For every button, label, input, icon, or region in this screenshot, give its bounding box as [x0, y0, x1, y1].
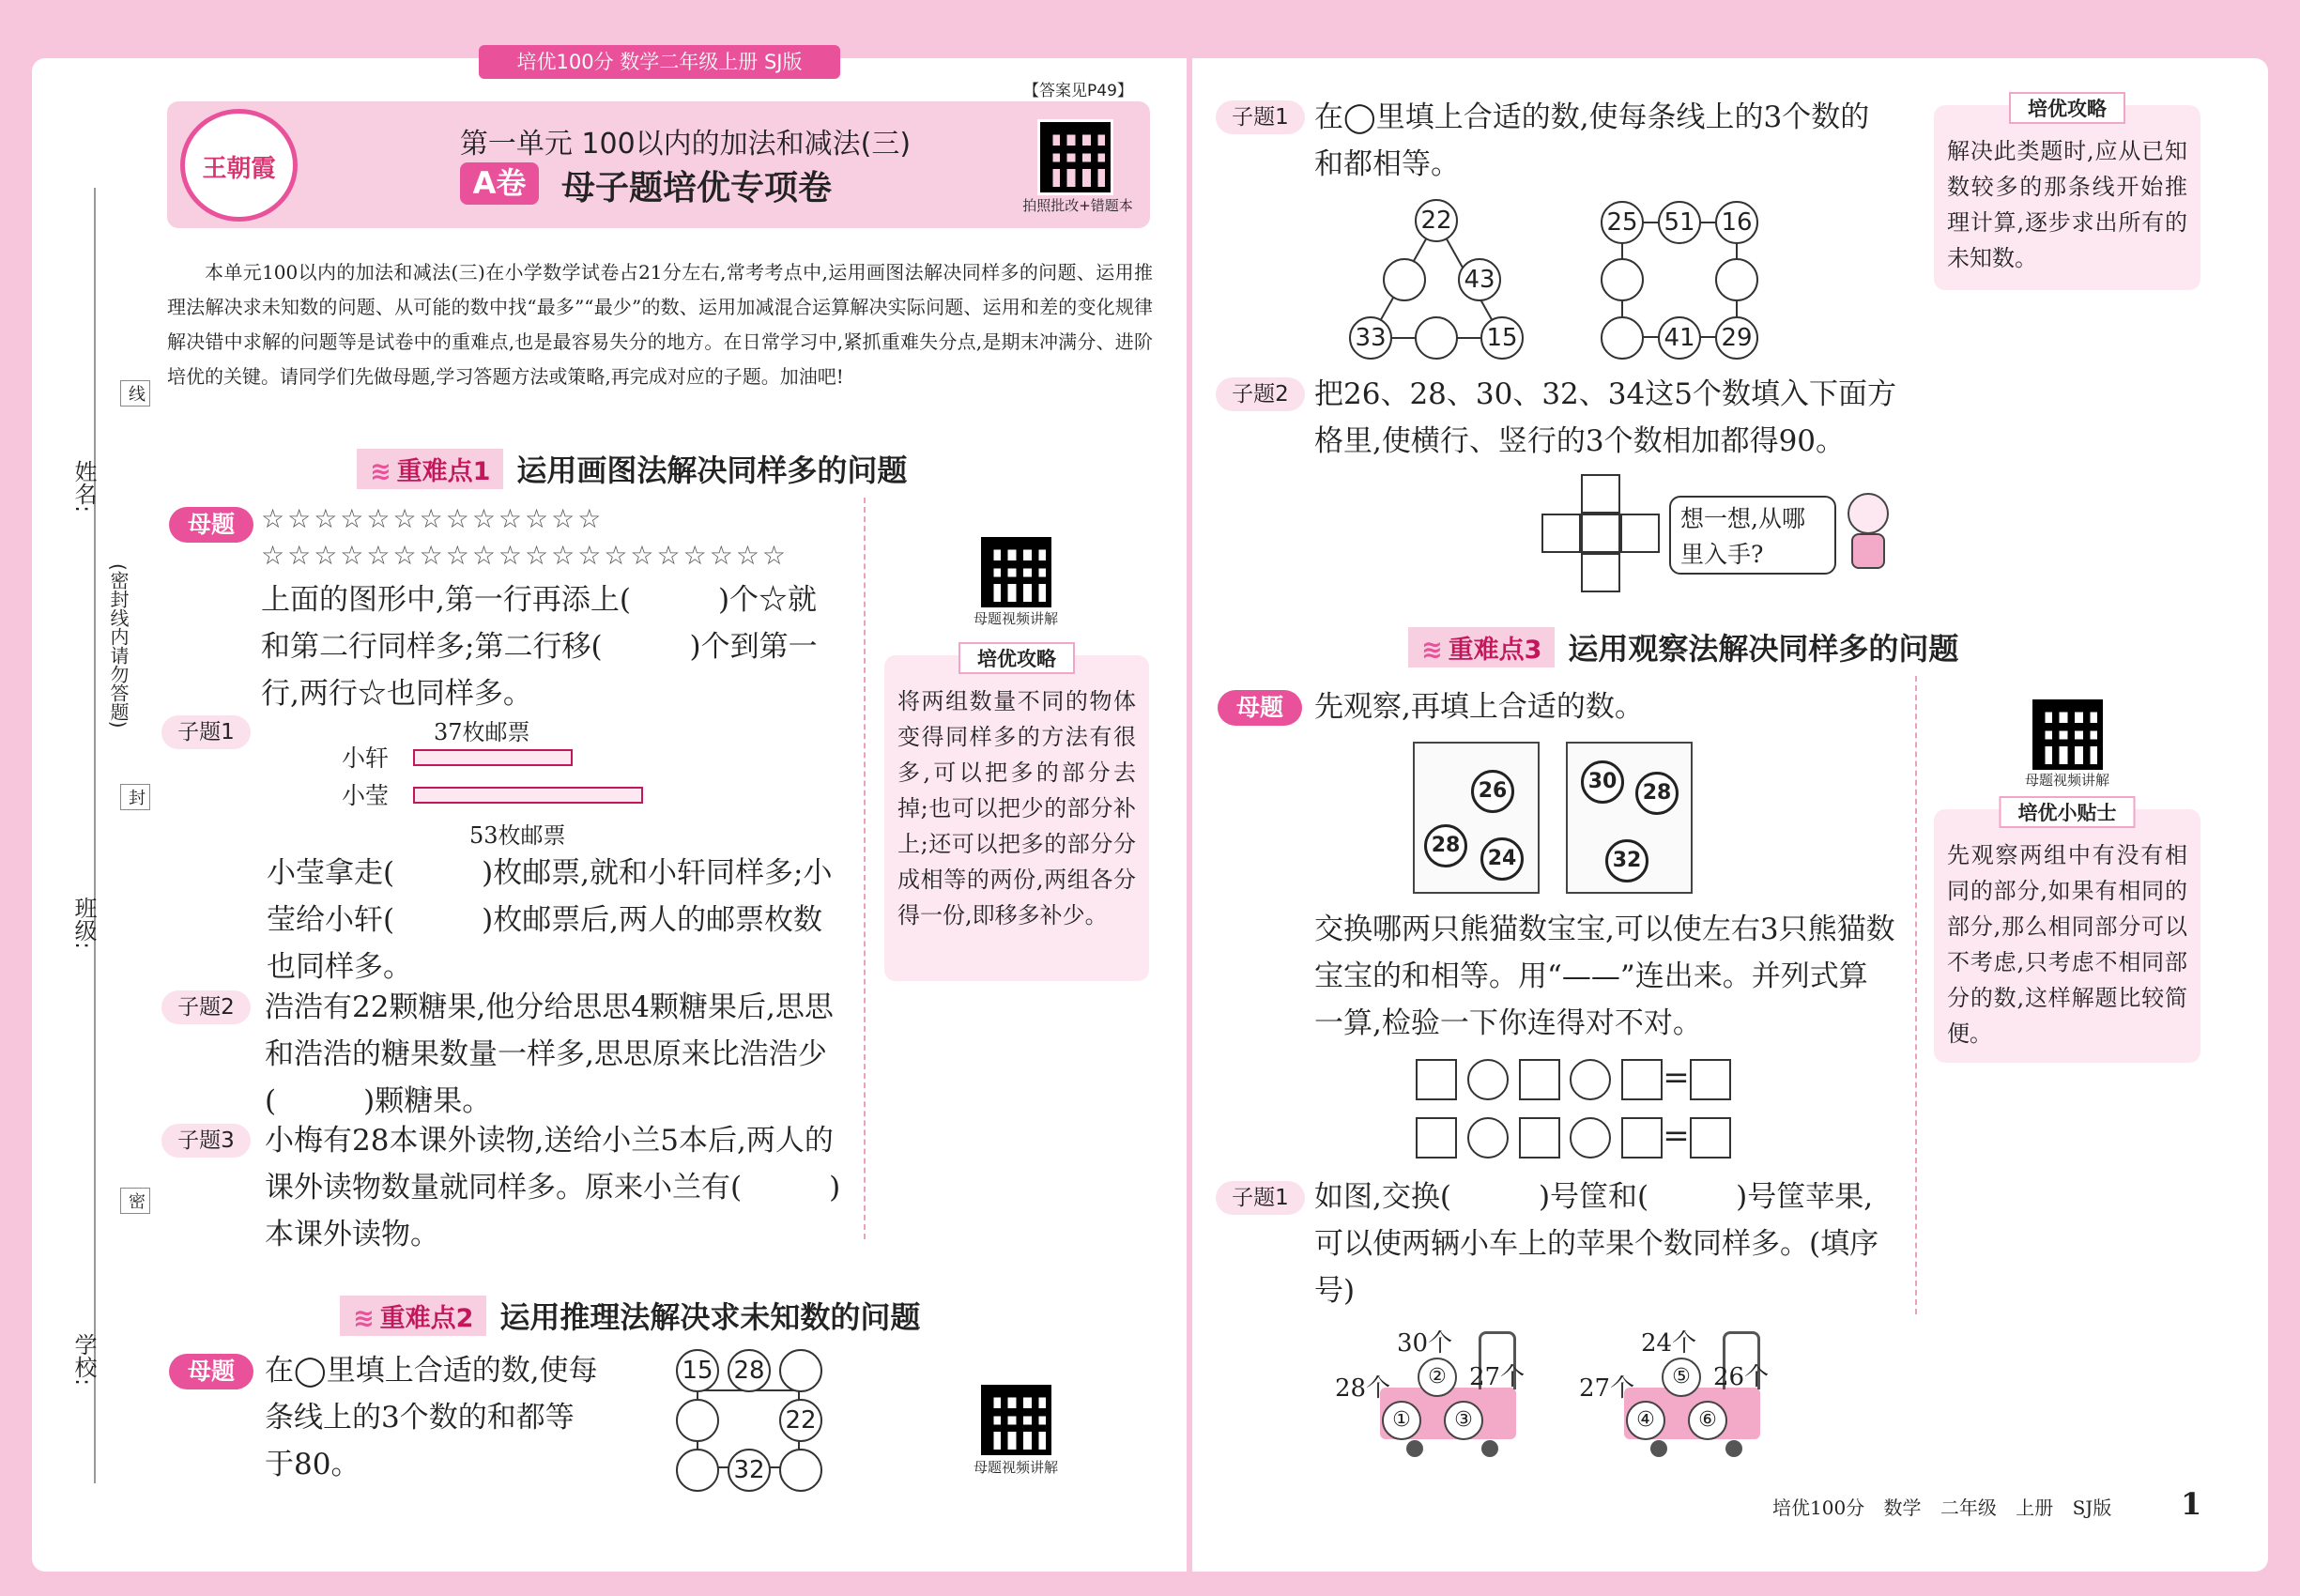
- section3-title: 运用观察法解决同样多的问题: [1568, 631, 1959, 667]
- panda-number[interactable]: 30: [1581, 760, 1624, 804]
- cross-grid: [1541, 474, 1660, 592]
- seal-mark-line: 线: [120, 380, 150, 407]
- panda-number[interactable]: 28: [1424, 824, 1467, 867]
- name-xiaoxuan: 小轩: [342, 744, 390, 772]
- operator-circle[interactable]: [1467, 1059, 1509, 1100]
- grid-cell[interactable]: [1620, 514, 1660, 553]
- s3-sub1-question: 如图,交换( )号筐和( )号筐苹果,可以使两辆小车上的苹果个数同样多。(填序号): [1314, 1180, 1879, 1308]
- grid-cell[interactable]: [1581, 514, 1620, 553]
- section1-title: 运用画图法解决同样多的问题: [516, 453, 908, 488]
- basket-right-count: 26个: [1713, 1363, 1770, 1391]
- stamp-bottom-label: 53枚邮票: [469, 822, 566, 849]
- seal-mark-close: 密: [120, 1188, 150, 1214]
- girl-body-icon: [1851, 533, 1885, 569]
- grid-cell[interactable]: [1541, 514, 1581, 553]
- unit-title: 第一单元 100以内的加法和减法(三): [459, 128, 912, 161]
- grid-cell[interactable]: [1581, 553, 1620, 592]
- answer-box[interactable]: [1519, 1117, 1560, 1159]
- answer-box[interactable]: [1690, 1117, 1731, 1159]
- bar-xiaoying: [413, 787, 643, 804]
- qr-caption: 母题视频讲解: [2024, 772, 2109, 789]
- name-xiaoying: 小莹: [342, 782, 390, 809]
- panda-panel-right: [1566, 742, 1693, 894]
- answer-box[interactable]: [1416, 1117, 1457, 1159]
- wheel-icon: [1481, 1440, 1498, 1457]
- operator-circle[interactable]: [1467, 1117, 1509, 1159]
- qr-code-icon[interactable]: [981, 537, 1051, 607]
- bar-xiaoxuan: [413, 749, 573, 766]
- section3-heading: ≋ 重难点3 运用观察法解决同样多的问题: [1408, 625, 1958, 668]
- answer-box[interactable]: [1621, 1117, 1663, 1159]
- square-circle-bm: 32: [728, 1449, 771, 1492]
- answer-box[interactable]: [1519, 1059, 1560, 1100]
- basket-number[interactable]: ③: [1444, 1401, 1483, 1440]
- sub1-label-s3: 子题1: [1216, 1181, 1305, 1215]
- qr-caption: 母题视频讲解: [973, 610, 1058, 627]
- triangle-bottom-mid[interactable]: [1415, 316, 1458, 360]
- answer-box[interactable]: [1621, 1059, 1663, 1100]
- stars-row2: ☆☆☆☆☆☆☆☆☆☆☆☆☆☆☆☆☆☆☆☆: [261, 540, 790, 571]
- girl-head-icon: [1848, 493, 1889, 534]
- square2-tm: 51: [1658, 201, 1701, 244]
- stars-row1: ☆☆☆☆☆☆☆☆☆☆☆☆☆: [261, 503, 605, 534]
- binding-line: [94, 188, 96, 1483]
- sub2-label: 子题2: [161, 990, 251, 1024]
- equation-row-1: [1416, 1059, 1731, 1100]
- operator-circle[interactable]: [1570, 1059, 1611, 1100]
- sub1-label-right: 子题1: [1216, 100, 1305, 134]
- school-label: 学校:: [70, 1333, 97, 1387]
- square2-bl[interactable]: [1601, 316, 1644, 360]
- qr-code-icon[interactable]: [981, 1385, 1051, 1455]
- sub3-label: 子题3: [161, 1124, 251, 1158]
- square2-br: 29: [1715, 316, 1758, 360]
- mother3-question: 交换哪两只熊猫数宝宝,可以使左右3只熊猫数宝宝的和相等。用“——”连出来。并列式算一算,检验一下你连得对不对。: [1314, 913, 1895, 1040]
- section2-tag: 重难点2: [379, 1303, 474, 1333]
- square-circle-tr[interactable]: [779, 1349, 822, 1392]
- mother-label: 母题: [1218, 690, 1302, 726]
- triangle-br: 15: [1480, 316, 1524, 360]
- panda-number[interactable]: 26: [1471, 770, 1514, 813]
- section3-tag: 重难点3: [1448, 635, 1542, 665]
- qr-caption: 母题视频讲解: [973, 1459, 1058, 1476]
- mother3-intro: 先观察,再填上合适的数。: [1314, 690, 1644, 724]
- tip-text: 将两组数量不同的物体变得同样多的方法有很多,可以把多的部分去掉;也可以把少的部分补上;还可以把多的部分分成相等的两份,两组各分得一份,即移多补少。: [897, 688, 1136, 928]
- section1-heading: ≋ 重难点1 运用画图法解决同样多的问题: [357, 447, 907, 490]
- panda-number[interactable]: 24: [1480, 837, 1524, 881]
- basket-number[interactable]: ⑥: [1688, 1401, 1727, 1440]
- column-divider-right: [1915, 676, 1917, 1314]
- sub1-question: 小莹拿走( )枚邮票,就和小轩同样多;小莹给小轩( )枚邮票后,两人的邮票枚数也同样多。: [267, 856, 833, 984]
- column-divider: [864, 498, 866, 1239]
- square-circle-tl: 15: [676, 1349, 719, 1392]
- triangle-top: 22: [1415, 199, 1458, 242]
- tip-title: 培优攻略: [958, 642, 1075, 674]
- wheel-icon: [1725, 1440, 1742, 1457]
- stamp-top-label: 37枚邮票: [434, 719, 530, 745]
- paper-title: 母子题培优专项卷: [561, 169, 833, 207]
- square2-bm: 41: [1658, 316, 1701, 360]
- square-circle-br[interactable]: [779, 1449, 822, 1492]
- mother-label: 母题: [169, 1354, 253, 1389]
- tip-title: 培优攻略: [2009, 92, 2125, 124]
- equals-sign: =: [1663, 1059, 1690, 1097]
- basket-top-count: 24个: [1641, 1329, 1697, 1358]
- grid-cell[interactable]: [1581, 474, 1620, 514]
- wheel-icon: [1406, 1440, 1423, 1457]
- square-circle-bl[interactable]: [676, 1449, 719, 1492]
- qr-caption: 拍照批改+错题本: [1022, 197, 1133, 214]
- triangle-bl: 33: [1349, 316, 1392, 360]
- basket-right-count: 27个: [1469, 1363, 1526, 1391]
- section2-title: 运用推理法解决求未知数的问题: [499, 1299, 921, 1335]
- right-sub2-question: 把26、28、30、32、34这5个数填入下面方格里,使横行、竖行的3个数相加都得90。: [1314, 377, 1896, 458]
- mother-label: 母题: [169, 507, 253, 543]
- publisher-logo: 王朝霞: [180, 109, 298, 222]
- equation-row-2: [1416, 1117, 1731, 1159]
- page-number: 1: [2181, 1486, 2202, 1522]
- seal-mark-seal: 封: [120, 784, 150, 810]
- name-label: 姓名:: [70, 460, 97, 514]
- tip-box-strategy-right: [1934, 98, 2200, 290]
- book-tab: 培优100分 数学二年级上册 SJ版: [479, 45, 840, 79]
- basket-top-count: 30个: [1397, 1329, 1453, 1358]
- unit-intro: 本单元100以内的加法和减法(三)在小学数学试卷占21分左右,常考考点中,运用画图法解决同样多的问题、运用推理法解决求未知数的问题、从可能的数中找“最多”“最少”的数、运用加减混合运算解决实际问题、运用和差的变化规律解决错中求解的问题等是试卷中的重难点,也是最容易失分的地方。在日常学习中,紧抓重难失分点,是期末冲满分、进阶培优的关键。请同学们先做母题,学习答题方法或策略,再完成对应的子题。加油吧!: [167, 261, 1153, 388]
- basket-number[interactable]: ②: [1418, 1358, 1457, 1397]
- mother2-question: 在◯里填上合适的数,使每条线上的3个数的和都等于80。: [265, 1354, 598, 1481]
- tip-text: 先观察两组中有没有相同的部分,如果有相同的部分,那么相同部分可以不考虑,只考虑不相同部分的数,这样解题比较简便。: [1947, 842, 2187, 1047]
- panda-number[interactable]: 32: [1605, 839, 1648, 882]
- tip-box-tips: [1934, 802, 2200, 1063]
- basket-number[interactable]: ④: [1626, 1401, 1665, 1440]
- right-sub1-question: 在◯里填上合适的数,使每条线上的3个数的和都相等。: [1314, 100, 1870, 181]
- basket-left-count: 27个: [1579, 1374, 1635, 1403]
- basket-number[interactable]: ⑤: [1662, 1358, 1701, 1397]
- answer-box[interactable]: [1416, 1059, 1457, 1100]
- answer-box[interactable]: [1690, 1059, 1731, 1100]
- qr-code-icon[interactable]: [2032, 699, 2103, 770]
- panda-panel-left: [1413, 742, 1540, 894]
- sub3-question: 小梅有28本课外读物,送给小兰5本后,两人的课外读物数量就同样多。原来小兰有( )本课外读物。: [265, 1124, 841, 1251]
- square-circle-tm: 28: [728, 1349, 771, 1392]
- tip-text: 解决此类题时,应从已知数较多的那条线开始推理计算,逐步求出所有的未知数。: [1947, 138, 2187, 271]
- page-gutter: [1187, 58, 1192, 1572]
- operator-circle[interactable]: [1570, 1117, 1611, 1159]
- triangle-right-mid: 43: [1458, 258, 1501, 301]
- square2-tr: 16: [1715, 201, 1758, 244]
- qr-code-icon[interactable]: [1040, 122, 1111, 192]
- wheel-icon: [1650, 1440, 1667, 1457]
- equals-sign: =: [1663, 1117, 1690, 1155]
- tip-box-strategy: [884, 648, 1149, 981]
- answer-reference: 【答案见P49】: [1023, 82, 1133, 100]
- square2-mr[interactable]: [1715, 258, 1758, 301]
- section1-tag: 重难点1: [396, 456, 491, 486]
- mother1-question: 上面的图形中,第一行再添上( )个☆就和第二行同样多;第二行移( )个到第一行,两行☆也同样多。: [261, 583, 818, 711]
- square2-ml[interactable]: [1601, 258, 1644, 301]
- basket-left-count: 28个: [1335, 1374, 1391, 1403]
- footer-text: 培优100分 数学 二年级 上册 SJ版: [1772, 1496, 2112, 1519]
- sub1-label: 子题1: [161, 715, 251, 749]
- sub2-question: 浩浩有22颗糖果,他分给思思4颗糖果后,思思和浩浩的糖果数量一样多,思思原来比浩浩少( )颗糖果。: [265, 990, 834, 1118]
- square-circle-ml[interactable]: [676, 1399, 719, 1442]
- seal-note: (密封线内请勿答题): [107, 563, 130, 729]
- square2-tl: 25: [1601, 201, 1644, 244]
- section2-heading: ≋ 重难点2 运用推理法解决求未知数的问题: [340, 1294, 920, 1337]
- basket-number[interactable]: ①: [1382, 1401, 1421, 1440]
- square-circle-mr: 22: [779, 1399, 822, 1442]
- tip-title: 培优小贴士: [2000, 796, 2136, 828]
- triangle-left-mid[interactable]: [1383, 258, 1426, 301]
- class-label: 班级:: [70, 897, 97, 950]
- paper-label: A卷: [460, 162, 539, 205]
- speech-bubble: 想一想,从哪里入手?: [1669, 496, 1836, 575]
- panda-number[interactable]: 28: [1635, 772, 1679, 815]
- sub2-label-right: 子题2: [1216, 377, 1305, 411]
